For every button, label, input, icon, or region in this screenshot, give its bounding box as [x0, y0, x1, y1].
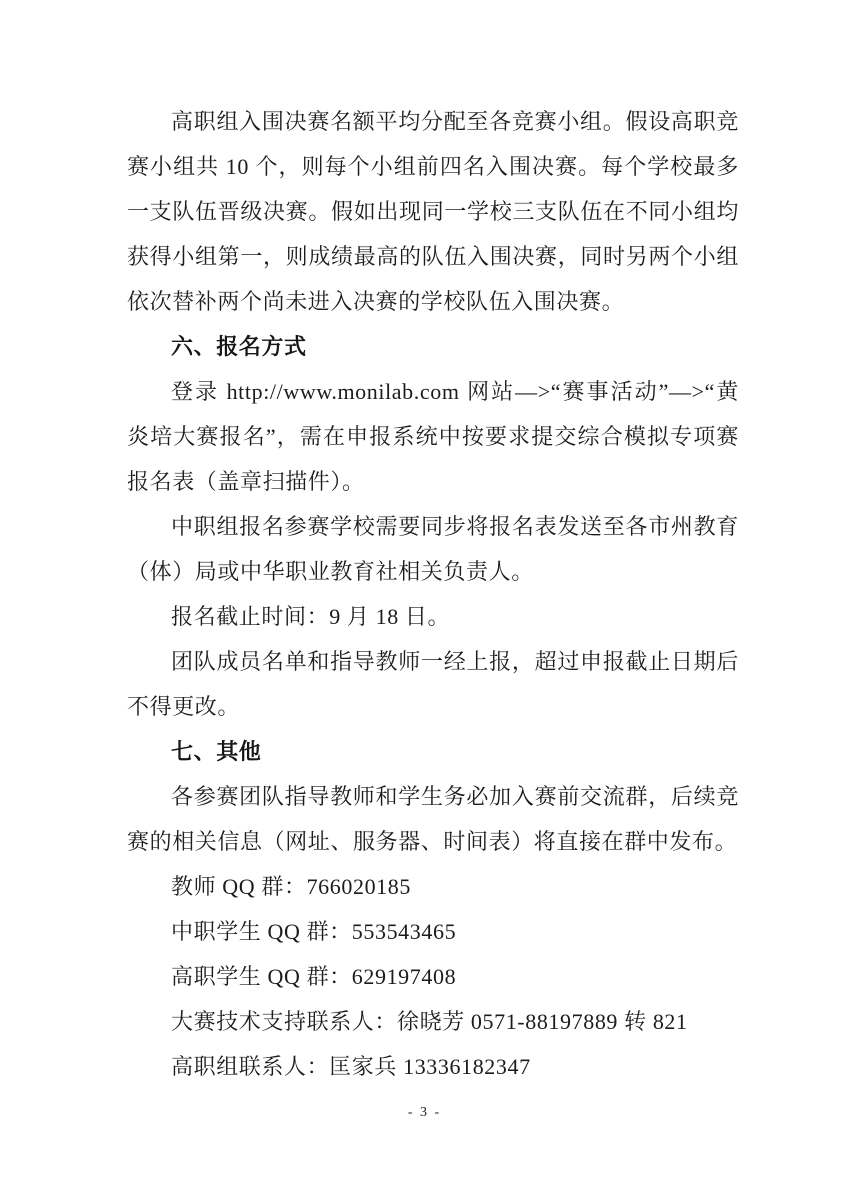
mid-vocational-student-qq-group-line: 中职学生 QQ 群：553543465	[171, 919, 457, 944]
higher-vocational-student-qq-group-line: 高职学生 QQ 群：629197408	[171, 964, 457, 989]
tech-support-contact-line: 大赛技术支持联系人：徐晓芳 0571-88197889 转 821	[171, 1009, 688, 1034]
section-6-paragraph-mid-vocational: 中职组报名参赛学校需要同步将报名表发送至各市州教育（体）局或中华职业教育社相关负责人。	[127, 514, 739, 584]
higher-vocational-group-contact-line: 高职组联系人：匡家兵 13336182347	[171, 1054, 531, 1079]
section-6-paragraph-deadline: 报名截止时间：9 月 18 日。	[171, 604, 451, 629]
section-6-paragraph-no-change: 团队成员名单和指导教师一经上报，超过申报截止日期后不得更改。	[127, 649, 739, 719]
page-number: - 3 -	[407, 1105, 442, 1120]
section-6-heading: 六、报名方式	[171, 334, 307, 359]
intro-paragraph: 高职组入围决赛名额平均分配至各竞赛小组。假设高职竞赛小组共 10 个，则每个小组前四名入围决赛。每个学校最多一支队伍晋级决赛。假如出现同一学校三支队伍在不同小组均获得小组第一，则成绩最高的队伍入围决赛，同时另两个小组依次替补两个尚未进入决赛的学校队伍入围决赛。	[127, 109, 739, 314]
section-7-heading: 七、其他	[171, 739, 262, 764]
section-6-paragraph-login: 登录 http://www.monilab.com 网站—>“赛事活动”—>“黄炎培大赛报名”，需在申报系统中按要求提交综合模拟专项赛报名表（盖章扫描件）。	[127, 379, 739, 494]
teacher-qq-group-line: 教师 QQ 群：766020185	[171, 874, 411, 899]
section-7-paragraph-group-notice: 各参赛团队指导教师和学生务必加入赛前交流群，后续竞赛的相关信息（网址、服务器、时间表）将直接在群中发布。	[127, 784, 739, 854]
